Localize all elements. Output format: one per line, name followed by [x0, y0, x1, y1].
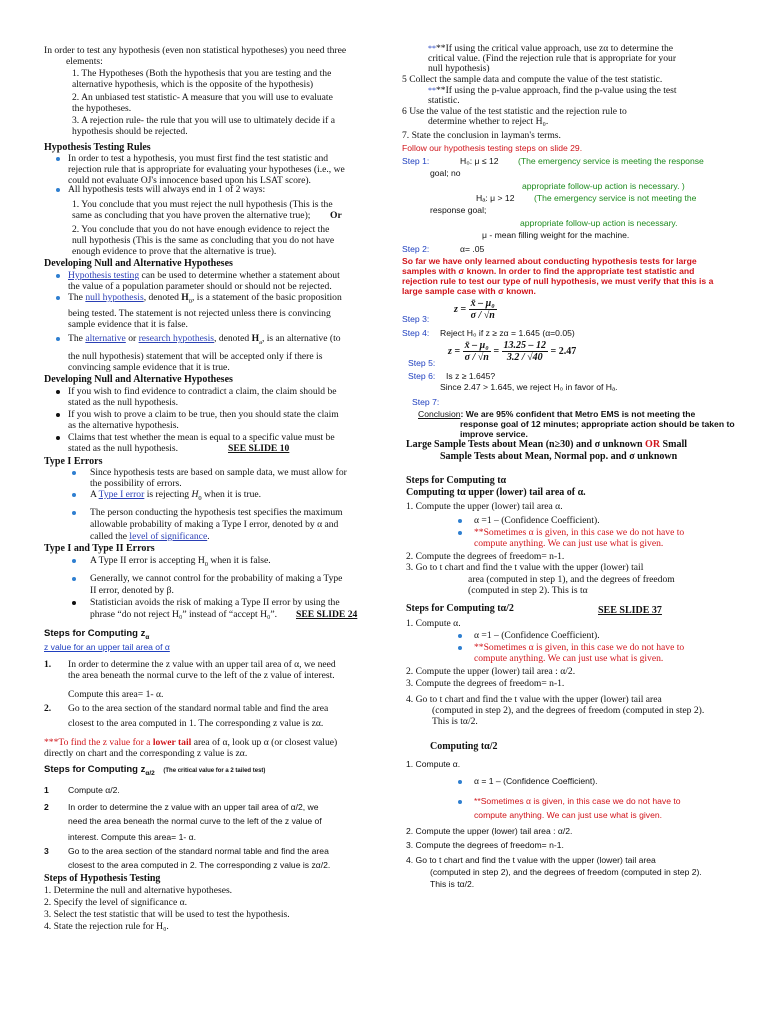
za-line: Compute this area= 1- α.	[68, 689, 164, 700]
step-label: Step 7:	[412, 397, 440, 407]
za-line: Go to the area section of the standard normal table and find the area	[68, 703, 329, 714]
type1-line: Since hypothesis tests are based on sample data, we must allow for	[90, 467, 347, 478]
bullet-icon	[72, 601, 76, 605]
tb-step: 1. Compute α.	[406, 618, 461, 629]
dev2-line: as the alternative hypothesis.	[68, 420, 179, 431]
tc-step: **Sometimes α is given, in this case we do not have to	[474, 796, 681, 806]
hyp-step: 1. Determine the null and alternative hypotheses.	[44, 885, 233, 896]
large-sample-title: Large Sample Tests about Mean (n≥30) and σ unknown OR Small	[406, 439, 687, 450]
red-note: rejection rule to test our type of null hypothesis, we must verify that this is a	[402, 276, 714, 286]
tc-title: Computing tα/2	[430, 741, 498, 752]
type1-line: allowable probability of making a Type I error, denoted by α and	[90, 519, 339, 530]
step-label: Step 6:	[408, 371, 436, 381]
ta-step: **Sometimes α is given, in this case we do not have to	[474, 527, 685, 538]
za2-line: Go to the area section of the standard normal table and find the area	[68, 846, 329, 856]
conclusion-line: Conclusion: We are 95% confident that Metro EMS is not meeting the	[418, 409, 696, 419]
alternative-link[interactable]: alternative	[85, 333, 126, 344]
conclusion-line: response goal of 12 minutes; appropriate action should be taken to	[460, 419, 735, 429]
tb-step: This is tα/2.	[432, 716, 478, 727]
ta-subtitle: Computing tα upper (lower) tail area of α.	[406, 487, 586, 498]
ta-step: 2. Compute the degrees of freedom= n-1.	[406, 551, 565, 562]
type1-line: The person conducting the hypothesis test specifies the maximum	[90, 507, 343, 518]
section-title: Developing Null and Alternative Hypotheses	[44, 258, 233, 269]
or-label: Or	[330, 210, 342, 221]
za2-line: closest to the area computed in 2. The corresponding z value is zα/2.	[68, 860, 331, 870]
tb-step: α =1 – (Confidence Coefficient).	[474, 630, 600, 641]
tc-step: 2. Compute the upper (lower) tail area : α/2.	[406, 826, 573, 836]
element-line: 2. An unbiased test statistic- A measure that you will use to evaluate	[72, 92, 333, 103]
step6-answer: Since 2.47 > 1.645, we reject H₀ in favor of Hₐ.	[440, 382, 618, 392]
hyp-step: 3. Select the test statistic that will be used to test the hypothesis.	[44, 909, 290, 920]
step-number: 2	[44, 802, 49, 812]
dev-line: being tested. The statement is not rejected unless there is convincing	[68, 308, 331, 319]
way-line: null hypothesis (This is the same as concluding that you do not have	[72, 235, 335, 246]
dev2-line: If you wish to prove a claim to be true, then you should state the claim	[68, 409, 339, 420]
za2-title: Steps for Computing $z_{\alpha/2}$ (The critical value for a 2 tailed test)	[44, 764, 266, 777]
bullet-icon	[56, 296, 60, 300]
ta-step: 3. Go to t chart and find the t value with the upper (lower) tail	[406, 562, 644, 573]
dev2-line: stated as the null hypothesis.	[68, 443, 179, 454]
dev2-line: If you wish to find evidence to contradict a claim, the claim should be	[68, 386, 337, 397]
red-note: So far we have only learned about conducting hypothesis tests for large	[402, 256, 697, 266]
za2-line: interest. Compute this area= 1- α.	[68, 832, 196, 842]
dev2-line: Claims that test whether the mean is equal to a specific value must be	[68, 432, 335, 443]
intro-line: In order to test any hypothesis (even non statistical hypotheses) you need three	[44, 45, 347, 56]
crit-line: critical value. (Find the rejection rule that is appropriate for your	[428, 53, 677, 64]
dev-line: The alternative or research hypothesis, denoted $H_a$, is an alternative (to	[68, 333, 341, 346]
crit-line: ****If using the critical value approach, use zα to determine the	[428, 43, 674, 54]
mu-definition: μ - mean filling weight for the machine.	[482, 230, 630, 240]
section-title: Type I Errors	[44, 456, 103, 467]
step-6-line: determine whether to reject H₀.	[428, 116, 549, 127]
step-label: Step 4:	[402, 328, 430, 338]
dev-line: sample evidence that it is false.	[68, 319, 188, 330]
conclusion-line: improve service.	[460, 429, 528, 439]
ha-text: (The emergency service is not meeting the	[534, 193, 697, 203]
element-line: the hypotheses.	[72, 103, 132, 114]
null-hypothesis-link[interactable]: null hypothesis	[85, 292, 144, 303]
bullet-icon	[458, 800, 462, 804]
rule-line: All hypothesis tests will always end in 1 of 2 ways:	[68, 184, 266, 195]
computed-statistic: z = $\frac{\text{x̄ – μ₀}}{\sigma / √n}$ = $\frac{13.25 - 12}{3.2 / √40}$ = 2.47	[448, 340, 577, 363]
dev-line: the value of a population parameter should or should not be rejected.	[68, 281, 332, 292]
ta-step: (computed in step 2). This is tα	[468, 585, 588, 596]
bullet-icon	[72, 511, 76, 515]
ta-step: 1. Compute the upper (lower) tail area α.	[406, 501, 563, 512]
bullet-icon	[458, 634, 462, 638]
tc-step: 4. Go to t chart and find the t value with the upper (lower) tail area	[406, 855, 656, 865]
pv-line: ****If using the p-value approach, find the p-value using the test	[428, 85, 677, 96]
type2-line: II error, denoted by β.	[90, 585, 174, 596]
element-line: 1. The Hypotheses (Both the hypothesis that you are testing and the	[72, 68, 332, 79]
bullet-icon	[56, 157, 60, 161]
bullet-icon	[458, 780, 462, 784]
tb-step: **Sometimes α is given, in this case we do not have to	[474, 642, 685, 653]
element-line: alternative hypothesis, which is the opposite of the hypothesis)	[72, 79, 314, 90]
rule-line: In order to test a hypothesis, you must first find the test statistic and	[68, 153, 329, 164]
h0-text: (The emergency service is meeting the response	[518, 156, 704, 166]
step-label: Step 5:	[408, 358, 436, 368]
bullet-icon	[56, 188, 60, 192]
step-label: Step 2:	[402, 244, 430, 254]
ta2-title: Steps for Computing tα/2	[406, 603, 514, 614]
za2-line: In order to determine the z value with an upper tail area of α/2, we	[68, 802, 319, 812]
bullet-icon	[56, 337, 60, 341]
step6-question: Is z ≥ 1.645?	[446, 371, 496, 381]
type1-line: the possibility of errors.	[90, 478, 182, 489]
za-title: Steps for Computing $z_\alpha$	[44, 628, 150, 641]
lower-tail-line: ***To find the z value for a lower tail area of α, look up α (or closest value)	[44, 737, 338, 748]
dev-line: The null hypothesis, denoted $H_0$, is a statement of the basic proposition	[68, 292, 342, 305]
test-statistic-formula: z = $\frac{\text{x̄ – μ₀}}{\sigma / √n}$	[454, 298, 495, 321]
rule-line: rejection rule that is appropriate for evaluating your hypotheses (i.e., we	[68, 164, 345, 175]
bullet-icon	[56, 436, 60, 440]
bullet-icon	[72, 471, 76, 475]
element-line: 3. A rejection rule- the rule that you will use to ultimately decide if a	[72, 115, 335, 126]
dev-line: the null hypothesis) statement that will be accepted only if there is	[68, 351, 323, 362]
ta-step: area (computed in step 1), and the degrees of freedom	[468, 574, 675, 585]
see-slide-37: SEE SLIDE 37	[598, 605, 662, 616]
za-line: the area beneath the normal curve to the left of the z value of interest.	[68, 670, 335, 681]
red-note: large sample case with σ known.	[402, 286, 536, 296]
bullet-icon	[458, 646, 462, 650]
tb-step: 3. Compute the degrees of freedom= n-1.	[406, 678, 565, 689]
bullet-icon	[458, 519, 462, 523]
intro-line: elements:	[66, 56, 103, 67]
tb-step: 4. Go to t chart and find the t value with the upper (lower) tail area	[406, 694, 662, 705]
tc-step: α = 1 – (Confidence Coefficient).	[474, 776, 598, 786]
tb-step: 2. Compute the upper (lower) tail area : α/2.	[406, 666, 576, 677]
step-label: Step 3:	[402, 314, 430, 324]
step-number: 1	[44, 785, 49, 795]
rule-line: could not evaluate OJ's innocence based upon his LSAT score).	[68, 175, 311, 186]
bullet-icon	[56, 413, 60, 417]
h0-statement: H₀: μ ≤ 12	[460, 156, 499, 166]
section-title: Type I and Type II Errors	[44, 543, 155, 554]
research-hypothesis-link[interactable]: research hypothesis	[138, 333, 215, 344]
tb-step: (computed in step 2), and the degrees of freedom (computed in step 2).	[432, 705, 705, 716]
dev-line: Hypothesis testing can be used to determine whether a statement about	[68, 270, 340, 281]
za-line: closest to the area computed in 1. The corresponding z value is zα.	[68, 718, 324, 729]
step-label: Step 1:	[402, 156, 430, 166]
type1-line: called the level of significance.	[90, 531, 210, 542]
section-title: Developing Null and Alternative Hypotheses	[44, 374, 233, 385]
za2-line: need the area beneath the normal curve to the left of the z value of	[68, 816, 322, 826]
step-6-line: 6 Use the value of the test statistic and the rejection rule to	[402, 106, 627, 117]
type2-line: Statistician avoids the risk of making a Type II error by using the	[90, 597, 340, 608]
type-i-error-link[interactable]: Type I error	[98, 489, 145, 500]
large-sample-title: Sample Tests about Mean, Normal pop. and σ unknown	[440, 451, 678, 462]
see-slide-10: SEE SLIDE 10	[228, 443, 290, 454]
tc-step: (computed in step 2), and the degrees of freedom (computed in step 2).	[430, 867, 702, 877]
ta-title: Steps for Computing tα	[406, 475, 507, 486]
pv-line: statistic.	[428, 95, 460, 106]
follow-note: Follow our hypothesis testing steps on slide 29.	[402, 143, 583, 153]
za-subtitle: z value for an upper tail area of α	[44, 642, 170, 652]
step-7-line: 7. State the conclusion in layman's terms.	[402, 130, 561, 141]
za2-line: Compute α/2.	[68, 785, 120, 795]
ha-statement: Hₐ: μ > 12	[476, 193, 515, 203]
dev2-line: stated as the null hypothesis.	[68, 397, 179, 408]
section-title: Hypothesis Testing Rules	[44, 142, 151, 153]
way-line: 2. You conclude that you do not have enough evidence to reject the	[72, 224, 330, 235]
dev-line: convincing sample evidence that it is true.	[68, 362, 230, 373]
ta-step: compute anything. We can just use what is given.	[474, 538, 664, 549]
alpha-value: α= .05	[460, 244, 485, 254]
way-line: 1. You conclude that you must reject the null hypothesis (This is the	[72, 199, 333, 210]
rejection-rule: Reject H₀ if z ≥ zα = 1.645 (α=0.05)	[440, 328, 575, 338]
za-line: In order to determine the z value with an upper tail area of α, we need	[68, 659, 336, 670]
tc-step: 1. Compute α.	[406, 759, 461, 769]
bullet-icon	[72, 559, 76, 563]
hypothesis-testing-link[interactable]: Hypothesis testing	[68, 270, 140, 281]
ha-text: appropriate follow-up action is necessary.	[520, 218, 678, 228]
section-title: Steps of Hypothesis Testing	[44, 873, 161, 884]
way-line: enough evidence to prove that the alternative is true).	[72, 246, 277, 257]
tc-step: 3. Compute the degrees of freedom= n-1.	[406, 840, 564, 850]
h0-text: goal; no	[430, 168, 461, 178]
ha-text: response goal;	[430, 205, 487, 215]
type2-line: A Type II error is accepting $H_0$ when it is false.	[90, 555, 271, 568]
red-note: samples with σ known. In order to find the appropriate test statistic and	[402, 266, 695, 276]
bullet-icon	[72, 577, 76, 581]
type2-line: phrase “do not reject H₀” instead of “accept H₀”.	[90, 609, 278, 620]
bullet-icon	[56, 390, 60, 394]
way-line: same as concluding that you have proven the alternative true);	[72, 210, 311, 221]
step-number: 2.	[44, 703, 52, 714]
step-number: 1.	[44, 659, 52, 670]
hyp-step: 4. State the rejection rule for H₀.	[44, 921, 169, 932]
hyp-step: 2. Specify the level of significance α.	[44, 897, 188, 908]
step-5-line: 5 Collect the sample data and compute the value of the test statistic.	[402, 74, 663, 85]
crit-line: null hypothesis)	[428, 63, 490, 74]
h0-text: appropriate follow-up action is necessary. )	[522, 181, 685, 191]
type2-line: Generally, we cannot control for the probability of making a Type	[90, 573, 343, 584]
bullet-icon	[56, 274, 60, 278]
type1-line: A Type I error is rejecting $H_0$ when it is true.	[90, 489, 262, 502]
tc-step: This is tα/2.	[430, 879, 475, 889]
step-number: 3	[44, 846, 49, 856]
bullet-icon	[458, 531, 462, 535]
see-slide-24: SEE SLIDE 24	[296, 609, 358, 620]
level-of-significance-link[interactable]: level of significance	[129, 531, 208, 542]
lower-tail-line: directly on chart and the corresponding z value is zα.	[44, 748, 248, 759]
bullet-icon	[72, 493, 76, 497]
tb-step: compute anything. We can just use what is given.	[474, 653, 664, 664]
element-line: hypothesis should be rejected.	[72, 126, 188, 137]
ta-step: α =1 – (Confidence Coefficient).	[474, 515, 600, 526]
tc-step: compute anything. We can just use what is given.	[474, 810, 663, 820]
